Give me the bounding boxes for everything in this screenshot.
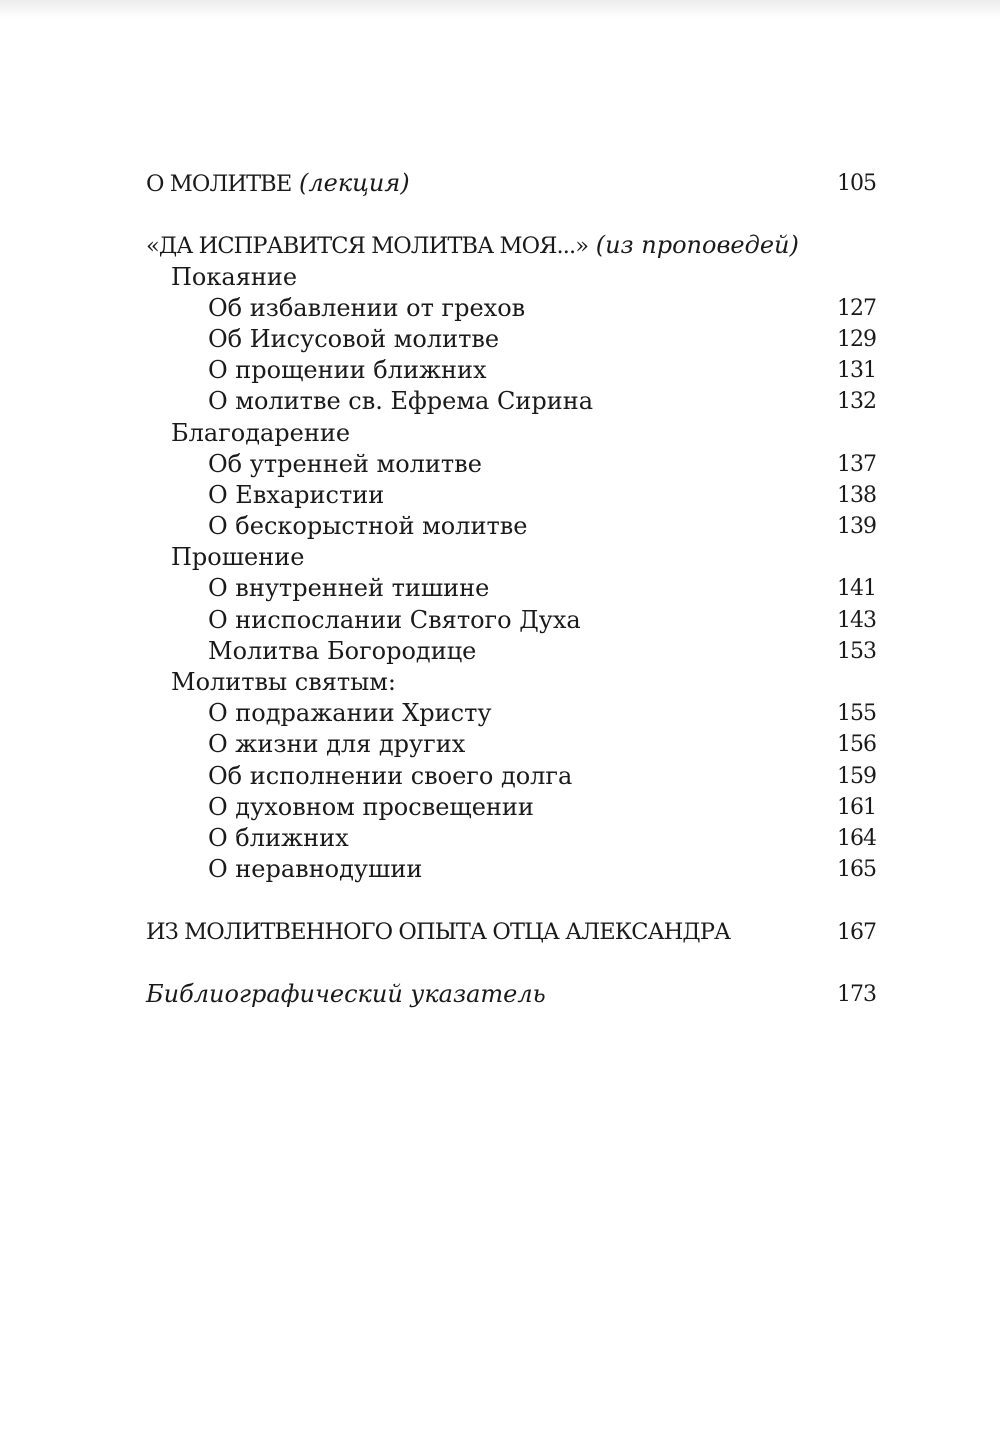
- page-number: 139: [837, 514, 876, 540]
- page-number: 143: [837, 607, 876, 633]
- page-number: 165: [837, 857, 876, 883]
- toc-group-label: Покаяние: [171, 262, 298, 291]
- section-title: ИЗ МОЛИТВЕННОГО ОПЫТА ОТЦА АЛЕКСАНДРА: [146, 918, 731, 945]
- page-number: 105: [837, 171, 876, 196]
- toc-entry[interactable]: О жизни для других 156: [146, 729, 876, 760]
- spacer: [146, 885, 876, 916]
- page-number: 129: [837, 326, 876, 352]
- page-number: 156: [837, 732, 876, 758]
- toc-entry-bibliography[interactable]: [146, 979, 876, 1010]
- toc-group-label: Прошение: [171, 543, 305, 572]
- toc-group-label: Молитвы святым:: [171, 668, 397, 696]
- page-number: 153: [837, 638, 876, 664]
- spacer: [146, 948, 876, 979]
- page-number: 132: [837, 389, 876, 415]
- section-title: О МОЛИТВЕ: [146, 171, 292, 197]
- page-number: 137: [837, 451, 876, 477]
- toc-entry[interactable]: О неравнодушии 165: [146, 854, 876, 885]
- toc-entry[interactable]: Об исполнении своего долга 159: [146, 761, 876, 792]
- page-number: 141: [837, 576, 876, 602]
- section-subtitle: (из проповедей): [595, 231, 799, 260]
- toc-entry[interactable]: О ближних 164: [146, 823, 876, 854]
- toc-entry-on-prayer[interactable]: [146, 168, 876, 199]
- section-title: «ДА ИСПРАВИТСЯ МОЛИТВА МОЯ...»: [146, 233, 589, 260]
- toc-group-label: Благодарение: [171, 418, 351, 447]
- page-number: 164: [837, 825, 876, 851]
- toc-entry-title: [146, 230, 799, 262]
- section-title: Библиографический указатель: [146, 979, 546, 1008]
- toc-entry[interactable]: О ниспослании Святого Духа 143: [146, 605, 876, 636]
- toc-entry[interactable]: О бескорыстной молитве 139: [146, 511, 876, 542]
- table-of-contents: [146, 168, 876, 1010]
- toc-entry[interactable]: О Евхаристии 138: [146, 480, 876, 511]
- page-number: 131: [837, 358, 876, 384]
- section-subtitle: (лекция): [299, 169, 410, 197]
- page-number: 159: [837, 763, 876, 789]
- page-top-edge: [0, 0, 1000, 18]
- toc-entry[interactable]: О подражании Христу 155: [146, 698, 876, 729]
- toc-entry[interactable]: Молитва Богородице 153: [146, 636, 876, 667]
- toc-entry[interactable]: Об Иисусовой молитве 129: [146, 324, 876, 355]
- page-number: 161: [837, 794, 876, 820]
- toc-entry[interactable]: Об утренней молитве 137: [146, 449, 876, 480]
- toc-entry[interactable]: Об избавлении от грехов 127: [146, 293, 876, 324]
- page-number: 173: [837, 981, 876, 1007]
- toc-entry[interactable]: О молитве св. Ефрема Сирина 132: [146, 386, 876, 417]
- toc-entry[interactable]: О прощении ближних 131: [146, 355, 876, 386]
- page-number: 167: [837, 919, 876, 945]
- toc-entry[interactable]: О духовном просвещении 161: [146, 792, 876, 823]
- page-number: 155: [837, 701, 876, 727]
- page-number: 127: [837, 295, 876, 321]
- toc-entry[interactable]: О внутренней тишине 141: [146, 573, 876, 604]
- page-number: 138: [837, 482, 876, 508]
- toc-entry-title: [146, 168, 410, 200]
- spacer: [146, 199, 876, 230]
- toc-entry-prayer-experience[interactable]: [146, 917, 876, 948]
- toc-section-heading[interactable]: [146, 230, 876, 261]
